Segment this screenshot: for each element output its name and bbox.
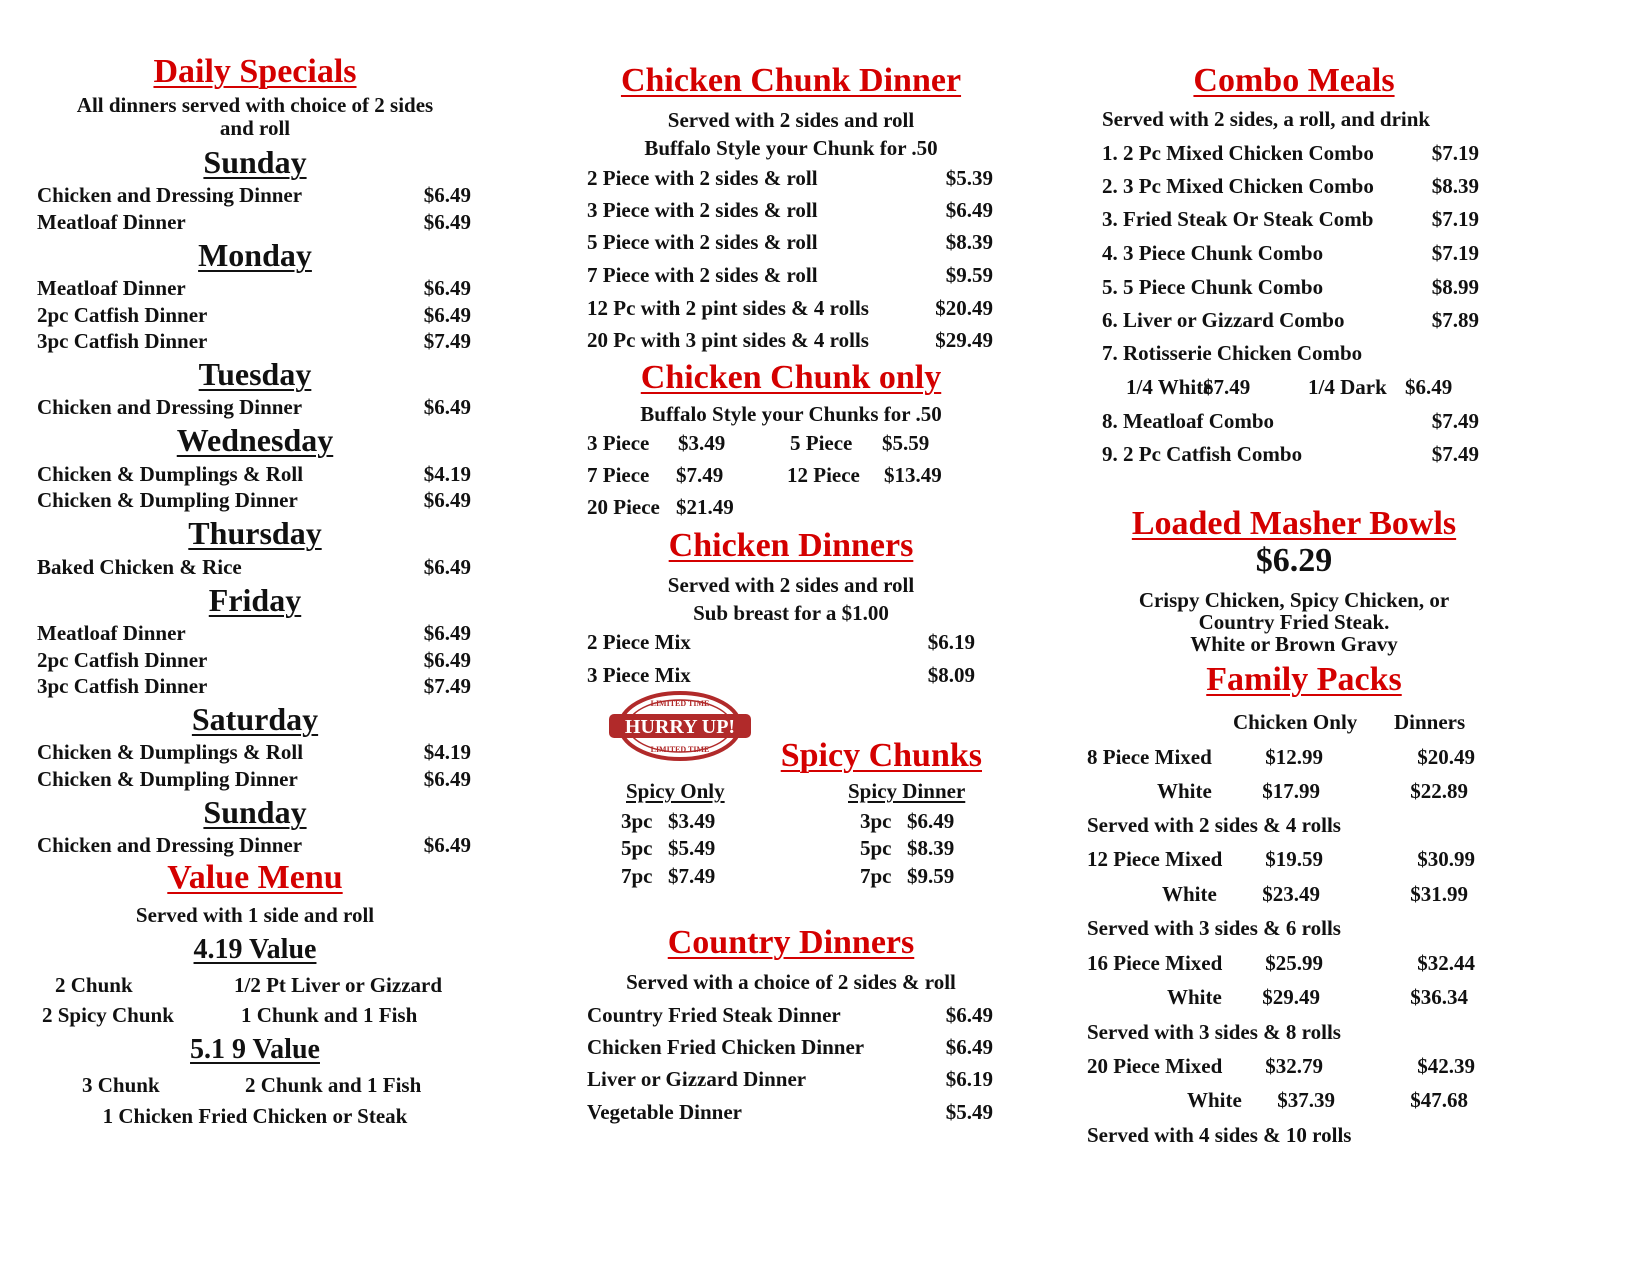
section-note: Served with 1 side and roll xyxy=(135,903,375,927)
item-name: 3 Piece xyxy=(587,431,650,455)
section-note: Buffalo Style your Chunk for .50 xyxy=(644,136,938,160)
item-name: 7. Rotisserie Chicken Combo xyxy=(1102,341,1363,365)
item-name: 8. Meatloaf Combo xyxy=(1102,409,1275,433)
value-item: 3 Chunk xyxy=(82,1073,160,1097)
section-note: and roll xyxy=(219,116,291,140)
item-name: 3pc Catfish Dinner xyxy=(37,674,208,698)
item-price: $20.49 xyxy=(935,296,993,320)
item-price: $6.49 xyxy=(907,809,955,833)
item-price: $7.19 xyxy=(1431,241,1479,265)
item-price: $6.49 xyxy=(423,183,471,207)
item-price: $6.19 xyxy=(927,630,975,654)
item-price: $13.49 xyxy=(884,463,942,487)
value-item: 2 Chunk xyxy=(55,973,133,997)
badge-top-text: LIMITED TIME xyxy=(650,699,710,708)
item-price: $6.49 xyxy=(423,210,471,234)
item-name: 5 Piece xyxy=(790,431,853,455)
pack-price: $30.99 xyxy=(1417,847,1475,871)
item-name: 3pc xyxy=(621,809,653,833)
pack-price: $31.99 xyxy=(1410,882,1468,906)
item-price: $4.19 xyxy=(423,462,471,486)
section-title: Spicy Chunks xyxy=(780,737,982,774)
item-name: Chicken & Dumpling Dinner xyxy=(37,767,298,791)
item-price: $6.49 xyxy=(423,488,471,512)
pack-price: $12.99 xyxy=(1265,745,1323,769)
item-price: $8.39 xyxy=(907,836,955,860)
section-title: Country Dinners xyxy=(667,924,915,961)
section-title: Chicken Chunk only xyxy=(640,359,942,396)
item-price: $7.19 xyxy=(1431,207,1479,231)
section-note: Served with 2 sides and roll xyxy=(667,108,915,132)
item-price: $7.49 xyxy=(1431,409,1479,433)
item-name: 2. 3 Pc Mixed Chicken Combo xyxy=(1102,174,1374,198)
item-price: $6.49 xyxy=(423,648,471,672)
item-price: $6.49 xyxy=(423,303,471,327)
item-price: $21.49 xyxy=(676,495,734,519)
item-name: 3pc Catfish Dinner xyxy=(37,329,208,353)
section-note: Served with 2 sides, a roll, and drink xyxy=(1102,107,1431,131)
pack-name: White xyxy=(1162,882,1217,906)
section-note: Served with 2 sides and roll xyxy=(667,573,915,597)
badge-main-text: HURRY UP! xyxy=(624,716,736,738)
pack-price: $32.44 xyxy=(1417,951,1475,975)
section-title: Daily Specials xyxy=(153,53,357,90)
item-name: 2 Piece with 2 sides & roll xyxy=(587,166,818,190)
item-price: $6.49 xyxy=(945,1003,993,1027)
column-header: Spicy Only xyxy=(626,779,725,803)
item-name: Chicken & Dumplings & Roll xyxy=(37,462,304,486)
pack-price: $20.49 xyxy=(1417,745,1475,769)
section-title: Loaded Masher Bowls xyxy=(1131,505,1457,542)
option-price: $7.49 xyxy=(1203,375,1251,399)
item-name: 2pc Catfish Dinner xyxy=(37,648,208,672)
pack-price: $36.34 xyxy=(1410,985,1468,1009)
section-title: Combo Meals xyxy=(1193,62,1395,99)
item-price: $7.49 xyxy=(676,463,724,487)
item-price: $7.49 xyxy=(423,329,471,353)
item-name: 7pc xyxy=(621,864,653,888)
item-name: 12 Piece xyxy=(787,463,860,487)
day-heading: Saturday xyxy=(191,701,319,737)
item-name: 7 Piece with 2 sides & roll xyxy=(587,263,818,287)
pack-name: 12 Piece Mixed xyxy=(1087,847,1223,871)
pack-price: $19.59 xyxy=(1265,847,1323,871)
day-heading: Sunday xyxy=(203,794,307,830)
section-note: Sub breast for a $1.00 xyxy=(693,601,889,625)
item-name: 3. Fried Steak Or Steak Comb xyxy=(1102,207,1374,231)
pack-name: White xyxy=(1157,779,1212,803)
item-name: 5. 5 Piece Chunk Combo xyxy=(1102,275,1324,299)
pack-price: $17.99 xyxy=(1262,779,1320,803)
item-name: 7pc xyxy=(860,864,892,888)
item-name: 20 Piece xyxy=(587,495,660,519)
item-name: 5 Piece with 2 sides & roll xyxy=(587,230,818,254)
item-name: Liver or Gizzard Dinner xyxy=(587,1067,807,1091)
pack-name: 20 Piece Mixed xyxy=(1087,1054,1223,1078)
pack-name: White xyxy=(1167,985,1222,1009)
pack-price: $37.39 xyxy=(1277,1088,1335,1112)
item-price: $6.49 xyxy=(423,833,471,857)
pack-served-note: Served with 3 sides & 8 rolls xyxy=(1087,1020,1341,1044)
item-price: $8.09 xyxy=(927,663,975,687)
day-heading: Wednesday xyxy=(176,422,334,458)
section-note: All dinners served with choice of 2 sides xyxy=(76,93,434,117)
section-note: Served with a choice of 2 sides & roll xyxy=(626,970,956,994)
item-price: $5.49 xyxy=(668,836,716,860)
item-price: $3.49 xyxy=(668,809,716,833)
item-price: $29.49 xyxy=(935,328,993,352)
option-price: $6.49 xyxy=(1405,375,1453,399)
pack-served-note: Served with 3 sides & 6 rolls xyxy=(1087,916,1341,940)
day-heading: Monday xyxy=(198,237,312,273)
value-item: 2 Spicy Chunk xyxy=(42,1003,174,1027)
item-price: $6.49 xyxy=(945,1035,993,1059)
pack-name: 8 Piece Mixed xyxy=(1087,745,1212,769)
item-name: 5pc xyxy=(860,836,892,860)
badge-bottom-text: LIMITED TIME xyxy=(650,745,710,754)
item-price: $6.49 xyxy=(945,198,993,222)
option-name: 1/4 Dark xyxy=(1308,375,1387,399)
value-item: 2 Chunk and 1 Fish xyxy=(245,1073,422,1097)
item-price: $6.49 xyxy=(423,621,471,645)
pack-price: $47.68 xyxy=(1410,1088,1468,1112)
item-name: Meatloaf Dinner xyxy=(37,621,186,645)
item-price: $9.59 xyxy=(945,263,993,287)
item-name: 3 Piece Mix xyxy=(587,663,691,687)
item-name: 4. 3 Piece Chunk Combo xyxy=(1102,241,1324,265)
item-price: $4.19 xyxy=(423,740,471,764)
item-name: 2pc Catfish Dinner xyxy=(37,303,208,327)
value-item: 1 Chicken Fried Chicken or Steak xyxy=(102,1104,408,1128)
bowl-description: Country Fried Steak. xyxy=(1198,610,1390,634)
pack-price: $42.39 xyxy=(1417,1054,1475,1078)
column-header: Spicy Dinner xyxy=(848,779,966,803)
value-tier-title: 5.1 9 Value xyxy=(190,1034,320,1065)
day-heading: Thursday xyxy=(188,515,322,551)
section-title: Value Menu xyxy=(167,859,343,896)
bowl-description: Crispy Chicken, Spicy Chicken, or xyxy=(1138,588,1450,612)
pack-name: White xyxy=(1187,1088,1242,1112)
item-name: 3pc xyxy=(860,809,892,833)
day-heading: Tuesday xyxy=(198,356,312,392)
item-price: $3.49 xyxy=(678,431,726,455)
day-heading: Friday xyxy=(208,582,302,618)
item-name: 20 Pc with 3 pint sides & 4 rolls xyxy=(587,328,869,352)
item-price: $5.59 xyxy=(882,431,930,455)
pack-name: 16 Piece Mixed xyxy=(1087,951,1223,975)
pack-price: $23.49 xyxy=(1262,882,1320,906)
pack-price: $22.89 xyxy=(1410,779,1468,803)
item-price: $9.59 xyxy=(907,864,955,888)
value-item: 1 Chunk and 1 Fish xyxy=(241,1003,418,1027)
value-item: 1/2 Pt Liver or Gizzard xyxy=(234,973,443,997)
item-name: 9. 2 Pc Catfish Combo xyxy=(1102,442,1303,466)
pack-served-note: Served with 2 sides & 4 rolls xyxy=(1087,813,1341,837)
item-price: $8.39 xyxy=(1431,174,1479,198)
item-name: 12 Pc with 2 pint sides & 4 rolls xyxy=(587,296,869,320)
item-name: 1. 2 Pc Mixed Chicken Combo xyxy=(1102,141,1374,165)
item-price: $6.49 xyxy=(423,555,471,579)
item-price: $5.39 xyxy=(945,166,993,190)
item-name: Meatloaf Dinner xyxy=(37,276,186,300)
item-name: Vegetable Dinner xyxy=(587,1100,742,1124)
item-price: $6.19 xyxy=(945,1067,993,1091)
item-price: $7.19 xyxy=(1431,141,1479,165)
section-title: Family Packs xyxy=(1206,661,1402,698)
item-price: $6.49 xyxy=(423,395,471,419)
item-name: 5pc xyxy=(621,836,653,860)
item-name: Chicken and Dressing Dinner xyxy=(37,833,303,857)
item-price: $7.89 xyxy=(1431,308,1479,332)
item-price: $7.49 xyxy=(423,674,471,698)
item-name: Chicken and Dressing Dinner xyxy=(37,183,303,207)
section-title: Chicken Dinners xyxy=(668,527,914,564)
item-name: Meatloaf Dinner xyxy=(37,210,186,234)
item-name: Chicken and Dressing Dinner xyxy=(37,395,303,419)
day-heading: Sunday xyxy=(203,144,307,180)
item-name: Chicken & Dumpling Dinner xyxy=(37,488,298,512)
item-name: 3 Piece with 2 sides & roll xyxy=(587,198,818,222)
item-price: $7.49 xyxy=(668,864,716,888)
pack-price: $32.79 xyxy=(1265,1054,1323,1078)
section-note: Buffalo Style your Chunks for .50 xyxy=(640,402,942,426)
item-price: $7.49 xyxy=(1431,442,1479,466)
pack-price: $29.49 xyxy=(1262,985,1320,1009)
item-name: Baked Chicken & Rice xyxy=(37,555,242,579)
value-tier-title: 4.19 Value xyxy=(193,934,317,965)
item-price: $8.99 xyxy=(1431,275,1479,299)
item-name: Chicken & Dumplings & Roll xyxy=(37,740,304,764)
column-header: Dinners xyxy=(1394,710,1466,734)
item-name: 6. Liver or Gizzard Combo xyxy=(1102,308,1345,332)
column-header: Chicken Only xyxy=(1233,710,1358,734)
item-price: $6.49 xyxy=(423,767,471,791)
item-price: $6.49 xyxy=(423,276,471,300)
item-name: Country Fried Steak Dinner xyxy=(587,1003,841,1027)
item-name: 2 Piece Mix xyxy=(587,630,691,654)
pack-served-note: Served with 4 sides & 10 rolls xyxy=(1087,1123,1352,1147)
option-name: 1/4 White xyxy=(1126,375,1213,399)
item-name: Chicken Fried Chicken Dinner xyxy=(587,1035,865,1059)
bowl-price: $6.29 xyxy=(1255,542,1333,579)
item-name: 7 Piece xyxy=(587,463,650,487)
item-price: $5.49 xyxy=(945,1100,993,1124)
item-price: $8.39 xyxy=(945,230,993,254)
pack-price: $25.99 xyxy=(1265,951,1323,975)
section-title: Chicken Chunk Dinner xyxy=(620,62,962,99)
bowl-description: White or Brown Gravy xyxy=(1190,632,1398,656)
